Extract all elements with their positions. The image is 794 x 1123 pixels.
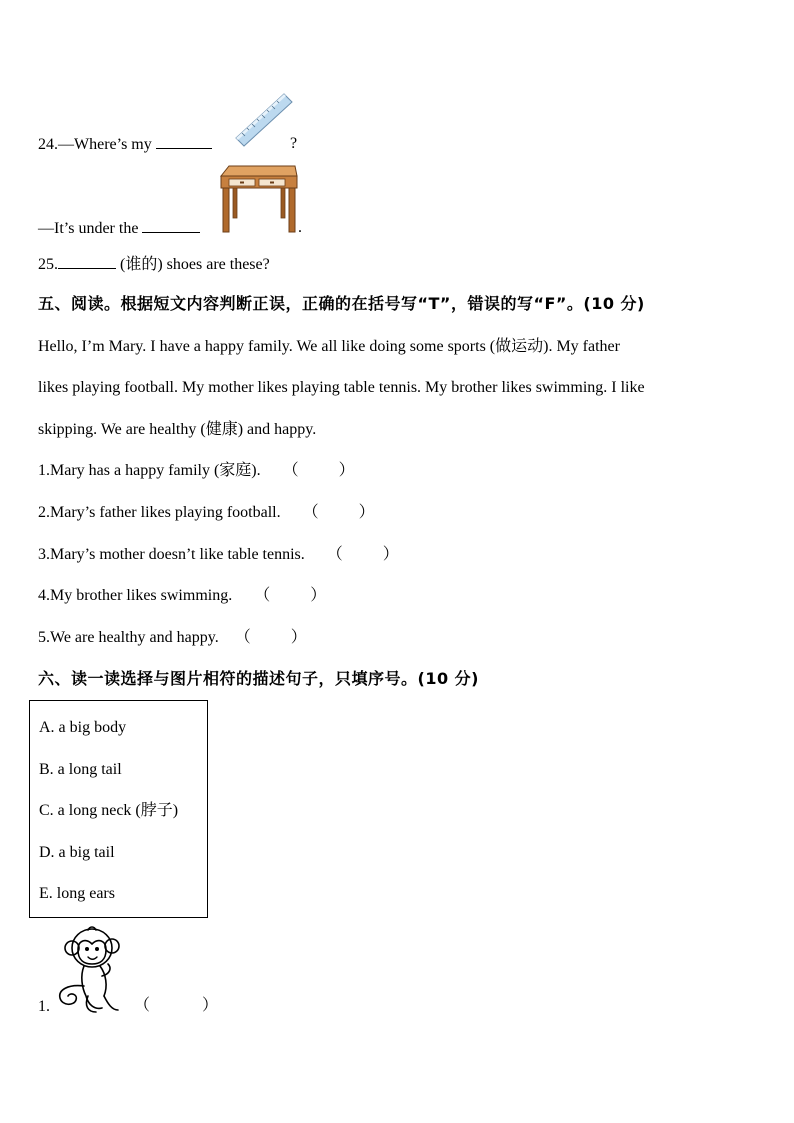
passage-line-1: Hello, I’m Mary. I have a happy family. We all like doing some sports (做运动). My father	[38, 338, 620, 355]
passage-line-2: likes playing football. My mother likes playing table tennis. My brother likes swimming. I like	[38, 379, 645, 396]
tf-item-2-answer[interactable]: （ ）	[302, 504, 375, 521]
tf-item-5-text: 5.We are healthy and happy.	[38, 629, 219, 646]
section5-heading: 五、阅读。根据短文内容判断正误，正确的在括号写“T”，错误的写“F”。(10 分)	[38, 294, 645, 313]
option-a: A. a big body	[39, 719, 127, 736]
q24-line1	[38, 134, 212, 155]
q24-blank-2[interactable]	[142, 218, 200, 233]
q24-blank-1[interactable]	[156, 134, 212, 149]
tf-item-1-answer[interactable]: （ ）	[282, 462, 355, 479]
tf-item-3-answer[interactable]: （ ）	[326, 546, 399, 563]
q25-line	[38, 254, 270, 275]
option-e: E. long ears	[39, 885, 115, 902]
tf-item-5-answer[interactable]: （ ）	[234, 629, 307, 646]
monkey-icon	[54, 924, 130, 1016]
ruler-icon	[232, 90, 296, 148]
q25-prefix: 25.	[38, 256, 58, 273]
option-c: C. a long neck (脖子)	[39, 802, 179, 819]
tf-item-1	[38, 461, 355, 481]
tf-item-2-text: 2.Mary’s father likes playing football.	[38, 504, 281, 521]
q24-line2-period: .	[298, 219, 302, 236]
q25-suffix: (谁的) shoes are these?	[120, 256, 270, 273]
tf-item-4-text: 4.My brother likes swimming.	[38, 587, 233, 604]
tf-item-5	[38, 628, 307, 648]
tf-item-2	[38, 503, 375, 523]
options-box	[29, 700, 208, 918]
option-b: B. a long tail	[39, 761, 122, 778]
q24-line2	[38, 218, 200, 239]
tf-item-3-text: 3.Mary’s mother doesn’t like table tennis.	[38, 546, 305, 563]
tf-item-3	[38, 545, 399, 565]
q25-blank[interactable]	[58, 254, 116, 269]
tf-item-4-answer[interactable]: （ ）	[254, 587, 327, 604]
q24-line1-question-mark: ?	[290, 135, 298, 152]
picture-item-1-answer[interactable]: （ ）	[134, 997, 219, 1014]
q24-line2-prefix: —It’s under the	[38, 220, 139, 237]
tf-item-4	[38, 586, 326, 606]
passage-line-3: skipping. We are healthy (健康) and happy.	[38, 421, 317, 438]
section6-heading: 六、读一读选择与图片相符的描述句子，只填序号。(10 分)	[38, 669, 479, 688]
desk-icon	[219, 162, 299, 234]
q24-line1-prefix: 24.—Where’s my	[38, 136, 152, 153]
option-d: D. a big tail	[39, 844, 115, 861]
picture-item-1-number: 1.	[38, 998, 50, 1015]
tf-item-1-text: 1.Mary has a happy family (家庭).	[38, 462, 261, 479]
